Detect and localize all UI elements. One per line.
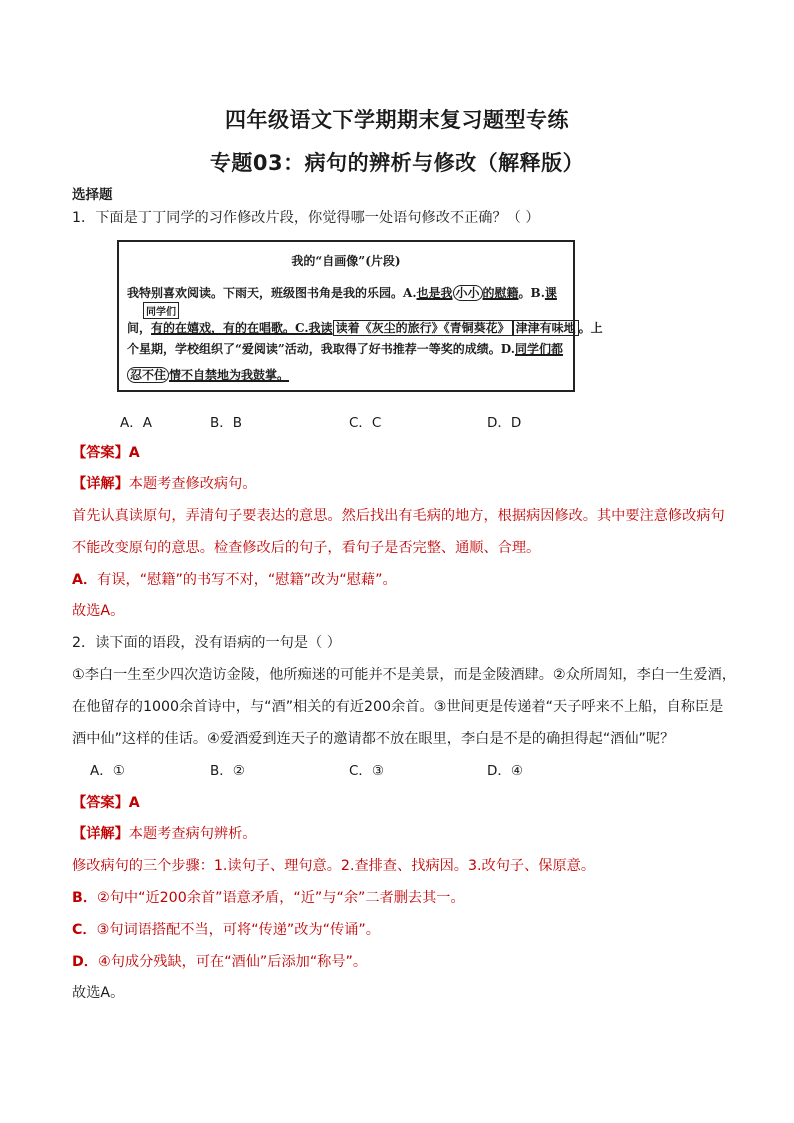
figure-boxed-text: 读着《灰尘的旅行》《青铜葵花》 [333, 320, 513, 336]
option-prefix: B． [72, 890, 98, 906]
q2-explain-b [72, 887, 465, 907]
figure-text: 的慰籍 [482, 286, 519, 300]
explain-text: ④句成分残缺，可在“酒仙”后添加“称号”。 [97, 954, 368, 970]
q2-option-b: B．② [210, 763, 245, 779]
figure-insertion-annotation: 同学们 [143, 302, 179, 319]
q1-option-b: B．B [210, 415, 243, 431]
figure-line-4 [127, 366, 289, 383]
main-title: 四年级语文下学期期末复习题型专练 [225, 108, 569, 132]
figure-text: 情不自禁地为我鼓掌。 [169, 368, 290, 382]
option-prefix: C． [72, 922, 97, 938]
answer-value: A [128, 445, 140, 461]
explain-text: 有误，“慰籍”的书写不对，“慰籍”改为“慰藉”。 [97, 572, 397, 588]
q2-answer [72, 792, 140, 812]
figure-text: 。上 [578, 321, 603, 335]
figure-text: 也是我 [416, 286, 453, 300]
answer-label: 【答案】 [72, 795, 129, 811]
q1-explain-1: 首先认真读原句，弄清句子要表达的意思。然后找出有毛病的地方，根据病因修改。其中要注意修改病句 [72, 508, 725, 524]
figure-boxed-text: 津津有味地 [513, 320, 579, 336]
detail-label: 【详解】 [72, 476, 129, 492]
q2-passage-line-1: ①李白一生至少四次造访金陵，他所痴迷的可能并不是美景，而是金陵酒肆。②众所周知，李白一生爱酒， [72, 667, 736, 683]
q2-option-d: D．④ [487, 763, 523, 779]
figure-line-1 [127, 284, 557, 301]
q2-option-c: C．③ [349, 763, 385, 779]
figure-circled-text: 忍不住 [127, 367, 169, 383]
figure-text: 我特别喜欢阅读。下雨天，班级图书角是我的乐园。A. [127, 286, 417, 300]
figure-text: 。B. [518, 286, 545, 300]
figure-text: 间， [127, 321, 152, 335]
figure-text: 同学们都 [514, 342, 563, 356]
q1-figure [117, 240, 603, 392]
q2-steps [72, 855, 595, 875]
figure-circled-text: 小小 [453, 285, 483, 301]
detail-text: 本题考查修改病句。 [128, 476, 257, 492]
q1-conclusion: 故选A。 [72, 603, 125, 619]
figure-text: 课 [544, 286, 557, 300]
q2-conclusion: 故选A。 [72, 985, 125, 1001]
q2-passage-line-3: 酒中仙”这样的佳话。④爱酒爱到连天子的邀请都不放在眼里，李白是不是的确担得起“酒仙”呢？ [72, 731, 675, 747]
figure-title: 我的“自画像”(片段) [291, 254, 401, 268]
q1-option-c: C．C [349, 415, 382, 431]
q2-stem: 2．读下面的语段，没有语病的一句是（ ） [72, 635, 341, 651]
detail-text: 本题考查病句辨析。 [128, 826, 257, 842]
q1-stem: 1．下面是丁丁同学的习作修改片段，你觉得哪一处语句修改不正确？（ ） [72, 210, 540, 226]
q2-option-a: A．① [90, 763, 125, 779]
q1-detail [72, 473, 256, 493]
option-prefix: A． [72, 572, 98, 588]
detail-label: 【详解】 [72, 826, 129, 842]
sub-title: 专题03：病句的辨析与修改（解释版） [209, 151, 585, 175]
figure-line-3 [127, 340, 563, 357]
q2-detail [72, 823, 256, 843]
section-heading: 选择题 [72, 187, 113, 203]
q2-explain-d [72, 951, 367, 971]
q1-explain-3 [72, 569, 397, 589]
figure-text: 我读 [308, 321, 333, 335]
q2-explain-c [72, 919, 380, 939]
figure-text: 个星期，学校组织了“爱阅读”活动，我取得了好书推荐一等奖的成绩。D. [127, 342, 515, 356]
option-prefix: D． [72, 954, 98, 970]
q1-explain-2: 不能改变原句的意思。检查修改后的句子，看句子是否完整、通顺、合理。 [72, 540, 541, 556]
answer-label: 【答案】 [72, 445, 129, 461]
q1-option-d: D．D [487, 415, 522, 431]
steps-text: 1.读句子、理句意。2.查排查、找病因。3.改句子、保原意。 [213, 858, 596, 874]
q1-answer [72, 442, 140, 462]
steps-prefix: 修改病句的三个步骤： [72, 858, 214, 874]
figure-text: 有的在嬉戏，有的在唱歌。C. [151, 321, 309, 335]
q2-passage-line-2: 在他留存的1000余首诗中，与“酒”相关的有近200余首。③世间更是传递着“天子呼来不上船，自称臣是 [72, 699, 724, 715]
explain-text: ②句中“近200余首”语意矛盾，“近”与“余”二者删去其一。 [97, 890, 465, 906]
q1-option-a: A．A [120, 415, 152, 431]
answer-value: A [128, 795, 140, 811]
explain-text: ③句词语搭配不当，可将“传递”改为“传诵”。 [96, 922, 380, 938]
figure-line-2 [127, 319, 603, 336]
